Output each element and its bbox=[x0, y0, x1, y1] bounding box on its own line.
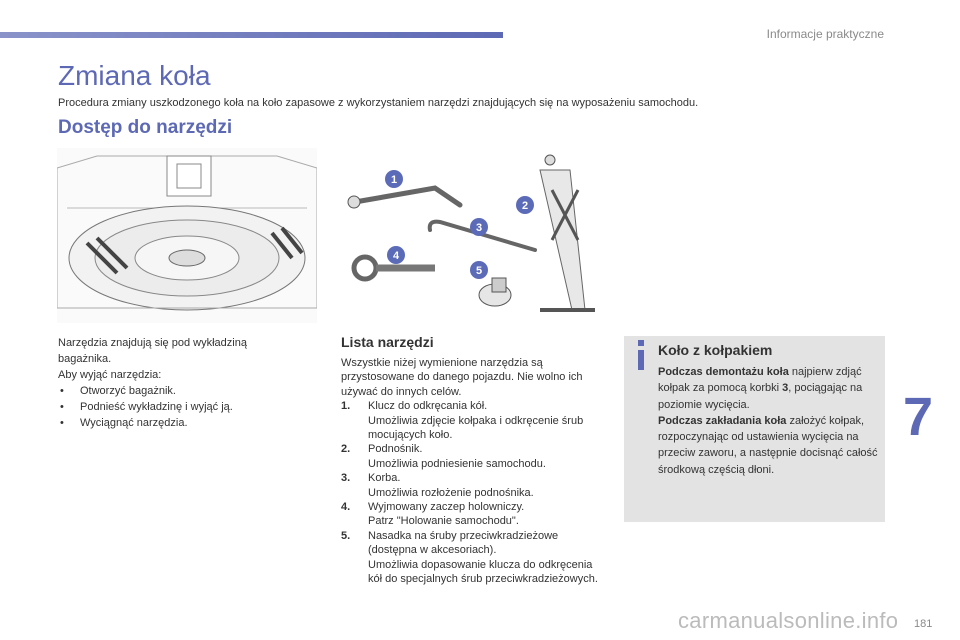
item-desc: Patrz "Holowanie samochodu". bbox=[368, 515, 519, 528]
item-number: 3. bbox=[341, 472, 351, 485]
figure-label-5 bbox=[470, 261, 488, 279]
item-number: 5. bbox=[341, 529, 351, 542]
intro-text: Procedura zmiany uszkodzonego koła na koło zapasowe z wykorzystaniem narzędzi znajdujących się na wyposażeniu samochodu. bbox=[58, 97, 699, 109]
item-desc: Umożliwia dopasowanie klucza do odkręcenia kół do specjalnych śrub przeciwkradzieżowych. bbox=[368, 558, 598, 586]
tools-illustration bbox=[340, 150, 600, 320]
item-desc: Umożliwia zdjęcie kołpaka i odkręcenie śrub mocujących koło. bbox=[368, 414, 584, 442]
list-item bbox=[341, 500, 606, 529]
svg-text:1: 1 bbox=[390, 174, 398, 186]
item-name: Korba. bbox=[368, 472, 401, 485]
section-subtitle: Dostęp do narzędzi bbox=[58, 117, 233, 138]
watermark: carmanualsonline.info bbox=[678, 608, 899, 633]
bullet-icon: • bbox=[60, 385, 64, 397]
item-name: Klucz do odkręcania kół. bbox=[368, 400, 488, 413]
item-number: 1. bbox=[341, 400, 351, 413]
list-item bbox=[341, 442, 606, 471]
figure-label-2 bbox=[516, 196, 534, 214]
list-item bbox=[58, 415, 288, 431]
header-bar bbox=[0, 32, 503, 38]
figure-label-1 bbox=[385, 170, 403, 188]
item-name: Nasadka na śruby przeciwkradzieżowe (dostępna w akcesoriach). bbox=[368, 529, 559, 557]
svg-text:4: 4 bbox=[392, 250, 400, 262]
figure-label-4 bbox=[387, 246, 405, 264]
item-number: 2. bbox=[341, 443, 351, 456]
info-heading: Koło z kołpakiem bbox=[658, 342, 773, 358]
info-box bbox=[624, 336, 885, 522]
svg-text:3: 3 bbox=[475, 222, 483, 234]
page-title: Zmiana koła bbox=[58, 60, 211, 91]
item-desc: Umożliwia rozłożenie podnośnika. bbox=[368, 486, 534, 499]
trunk-illustration bbox=[57, 148, 317, 323]
item-name: Wyjmowany zaczep holowniczy. bbox=[368, 501, 525, 514]
item-desc: Umożliwia podniesienie samochodu. bbox=[368, 457, 546, 470]
item-number: 4. bbox=[341, 501, 351, 514]
list-item bbox=[58, 383, 288, 399]
svg-text:5: 5 bbox=[475, 265, 483, 277]
svg-text:2: 2 bbox=[521, 200, 529, 212]
page-number: 181 bbox=[914, 618, 933, 630]
access-instructions bbox=[58, 335, 288, 431]
tools-list-section bbox=[341, 334, 606, 587]
tools-intro: Wszystkie niżej wymienione narzędzia są przystosowane do danego pojazdu. Nie wolno ich używać do innych celów. bbox=[341, 357, 583, 398]
access-paragraph: Narzędzia znajdują się pod wykładziną bagażnika. bbox=[58, 337, 247, 365]
tools-heading: Lista narzędzi bbox=[341, 334, 434, 350]
list-item bbox=[341, 529, 606, 587]
list-item bbox=[341, 399, 606, 442]
step-text: Otworzyć bagażnik. bbox=[80, 385, 176, 397]
item-name: Podnośnik. bbox=[368, 443, 423, 456]
bullet-icon: • bbox=[60, 417, 64, 429]
info-icon bbox=[634, 340, 648, 370]
section-header: Informacje praktyczne bbox=[766, 27, 884, 41]
chapter-number: 7 bbox=[903, 387, 934, 447]
access-lead: Aby wyjąć narzędzia: bbox=[58, 369, 162, 381]
bullet-icon: • bbox=[60, 401, 64, 413]
list-item bbox=[341, 471, 606, 500]
figure-label-3 bbox=[470, 218, 488, 236]
step-text: Podnieść wykładzinę i wyjąć ją. bbox=[80, 401, 233, 413]
list-item bbox=[58, 399, 288, 415]
step-text: Wyciągnąć narzędzia. bbox=[80, 417, 188, 429]
info-text: Podczas demontażu koła najpierw zdjąć kołpak za pomocą korbki 3, pociągając na poziomie wycięcia. Podczas zakładania koła założyć kołpak, rozpoczynając od ustawienia wycięcia na przeciw zaworu, a następnie docisnąć całość środkową częścią dłoni. bbox=[658, 366, 878, 476]
